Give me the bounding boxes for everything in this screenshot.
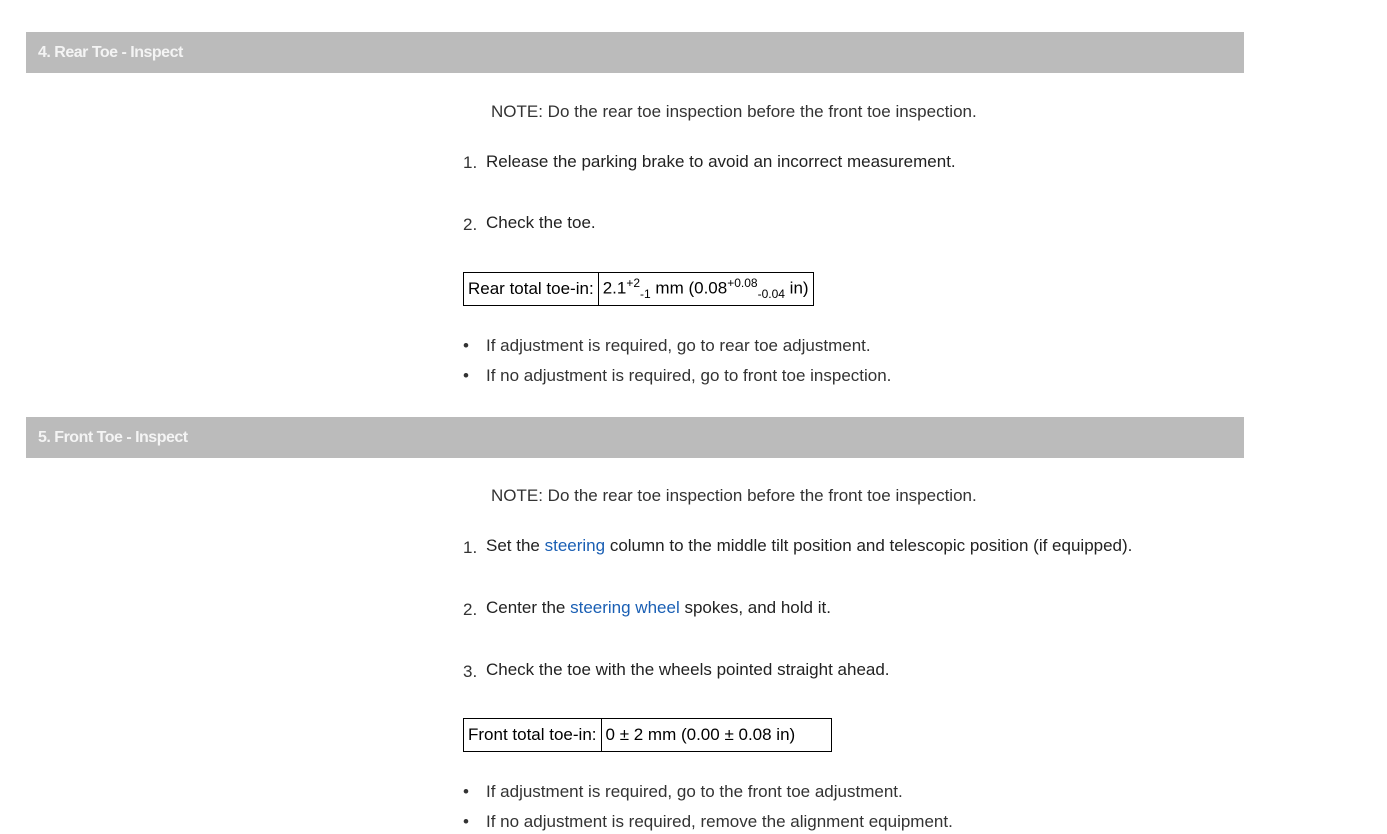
step-text: Check the toe. <box>486 213 596 232</box>
steering-wheel-link[interactable]: steering wheel <box>570 598 680 617</box>
spec-value: $2.1^{+2}_{-1}$ mm ($0.08^{+0.08}_{-0.04}$ in) <box>598 273 813 306</box>
spec-value: 0 ± 2 mm (0.00 ± 0.08 in) <box>601 719 831 752</box>
list-item: • If adjustment is required, go to rear toe adjustment. <box>463 336 871 355</box>
rear-toe-spec-table <box>463 272 814 306</box>
step-text: Set the steering column to the middle tilt position and telescopic position (if equipped). <box>486 536 1133 555</box>
step-number: 1. <box>463 538 478 557</box>
step-number: 2. <box>463 600 478 619</box>
step-number: 1. <box>463 153 478 172</box>
steering-link[interactable]: steering <box>544 536 606 555</box>
list-item: • If adjustment is required, go to the front toe adjustment. <box>463 782 903 801</box>
section-header-front-toe: 5. Front Toe - Inspect <box>26 417 1244 458</box>
step-text: Check the toe with the wheels pointed straight ahead. <box>486 660 890 679</box>
step-number: 3. <box>463 662 478 681</box>
note: NOTE: Do the rear toe inspection before the front toe inspection. <box>491 102 977 121</box>
spec-label: Rear total toe-in: <box>464 273 599 306</box>
step-number: 2. <box>463 215 478 234</box>
section-header-rear-toe: 4. Rear Toe - Inspect <box>26 32 1244 73</box>
list-item: • If no adjustment is required, go to front toe inspection. <box>463 366 892 385</box>
front-toe-spec-table <box>463 718 832 752</box>
list-item: • If no adjustment is required, remove the alignment equipment. <box>463 812 953 831</box>
step-text: Release the parking brake to avoid an incorrect measurement. <box>486 152 956 171</box>
step-text: Center the steering wheel spokes, and hold it. <box>486 598 831 617</box>
spec-label: Front total toe-in: <box>464 719 602 752</box>
note: NOTE: Do the rear toe inspection before the front toe inspection. <box>491 486 977 505</box>
